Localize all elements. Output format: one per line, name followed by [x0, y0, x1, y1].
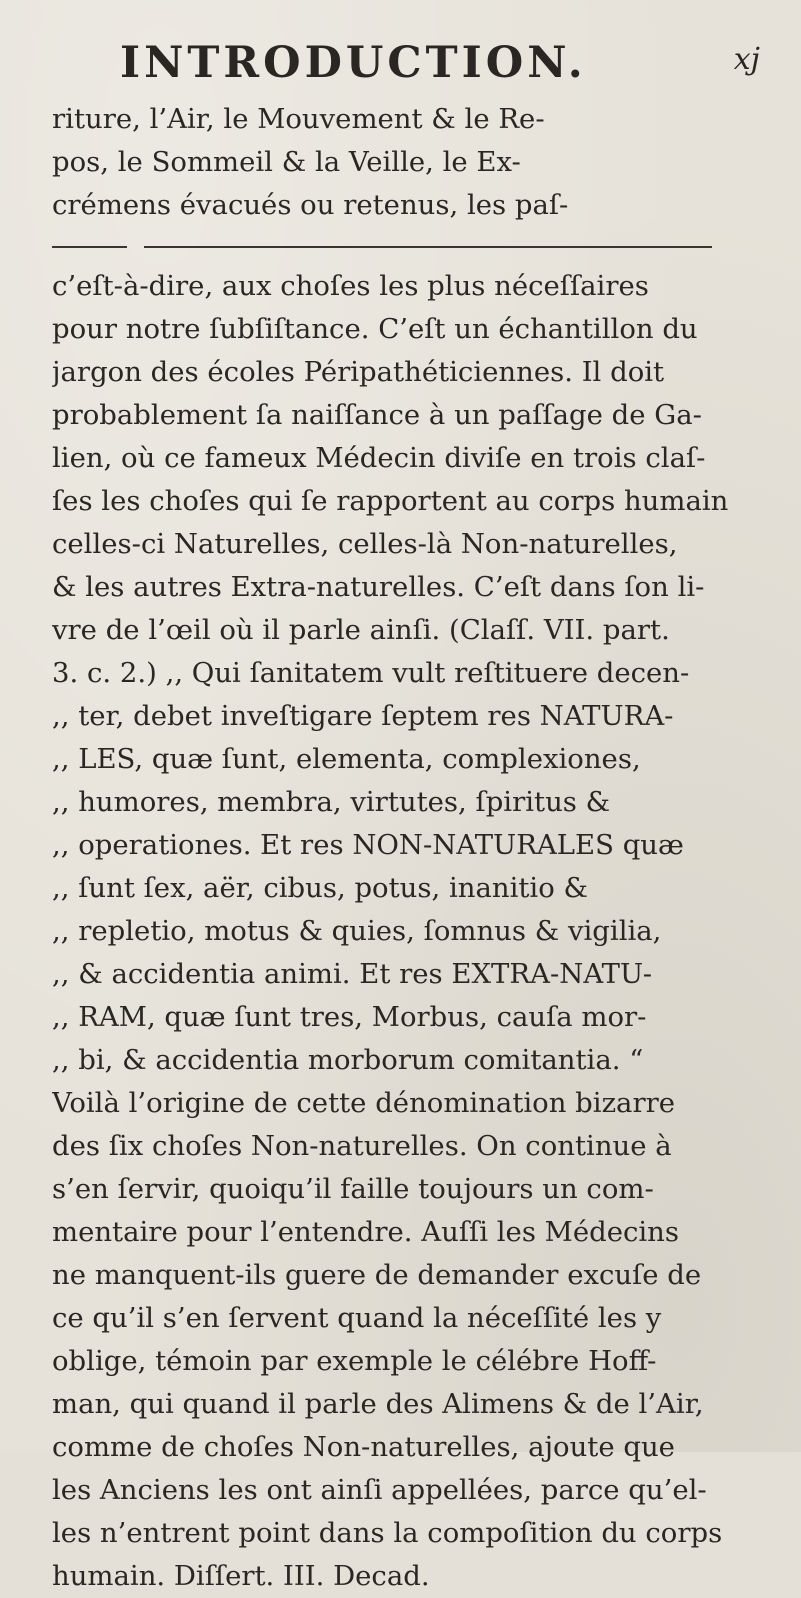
text-line: jargon des écoles Péripathéticiennes. Il doit [52, 356, 665, 388]
text-line: s’en ſervir, quoiqu’il faille toujours un com- [52, 1173, 654, 1205]
text-line: ,, ſunt ſex, aër, cibus, potus, inanitio & [52, 872, 588, 904]
text-line: man, qui quand il parle des Alimens & de l’Air, [52, 1388, 704, 1420]
text-line: 3. c. 2.) ,, Qui ſanitatem vult reſtituere decen- [52, 657, 690, 689]
text-line: les Anciens les ont ainſi appellées, parce qu’el- [52, 1474, 707, 1506]
text-line: celles-ci Naturelles, celles-là Non-naturelles, [52, 528, 678, 560]
text-line: crémens évacués ou retenus, les paſ- [52, 189, 569, 221]
text-line: ſes les choſes qui ſe rapportent au corps humain [52, 485, 729, 517]
body-text [52, 265, 772, 1598]
text-line: mentaire pour l’entendre. Auſſi les Médecins [52, 1216, 680, 1248]
text-line: Voilà l’origine de cette dénomination bizarre [52, 1087, 676, 1119]
text-line: comme de choſes Non-naturelles, ajoute que [52, 1431, 675, 1463]
text-line: ,, operationes. Et res NON-NATURALES quæ [52, 829, 684, 861]
divider-rule-long [144, 246, 712, 248]
text-line: ,, humores, membra, virtutes, ſpiritus & [52, 786, 611, 818]
text-line: ,, LES, quæ ſunt, elementa, complexiones, [52, 743, 641, 775]
text-line: des ſix choſes Non-naturelles. On continue à [52, 1130, 672, 1162]
page-header [120, 38, 760, 88]
text-line: pour notre ſubſiſtance. C’eſt un échantillon du [52, 313, 698, 345]
text-line: les n’entrent point dans la compoſition du corps [52, 1517, 723, 1549]
text-line: probablement ſa naiſſance à un paſſage de Ga- [52, 399, 702, 431]
text-line: ,, repletio, motus & quies, ſomnus & vigilia, [52, 915, 662, 947]
text-line: ,, & accidentia animi. Et res EXTRA-NATU- [52, 958, 653, 990]
text-line: ,, ter, debet inveſtigare ſeptem res NATURA- [52, 700, 674, 732]
text-line: pos, le Sommeil & la Veille, le Ex- [52, 146, 521, 178]
running-head: INTRODUCTION. [120, 38, 587, 88]
text-line: lien, où ce fameux Médecin diviſe en trois claſ- [52, 442, 706, 474]
page-number: xj [733, 42, 760, 77]
divider-rule-short [52, 246, 127, 248]
text-line: ,, bi, & accidentia morborum comitantia. “ [52, 1044, 644, 1076]
text-line: riture, l’Air, le Mouvement & le Re- [52, 103, 545, 135]
text-line: & les autres Extra-naturelles. C’eſt dans ſon li- [52, 571, 705, 603]
section-divider [52, 240, 712, 254]
text-line: ,, RAM, quæ ſunt tres, Morbus, cauſa mor- [52, 1001, 647, 1033]
text-line: ce qu’il s’en ſervent quand la néceſſité les y [52, 1302, 662, 1334]
text-line: oblige, témoin par exemple le célébre Hoff- [52, 1345, 657, 1377]
text-line: humain. Diſſert. III. Decad. [52, 1560, 430, 1592]
text-line: c’eſt-à-dire, aux choſes les plus néceſſaires [52, 270, 649, 302]
text-line: vre de l’œil où il parle ainſi. (Claſſ. VII. part. [52, 614, 670, 646]
text-line: ne manquent-ils guere de demander excuſe de [52, 1259, 702, 1291]
footnote-continuation [52, 98, 772, 227]
